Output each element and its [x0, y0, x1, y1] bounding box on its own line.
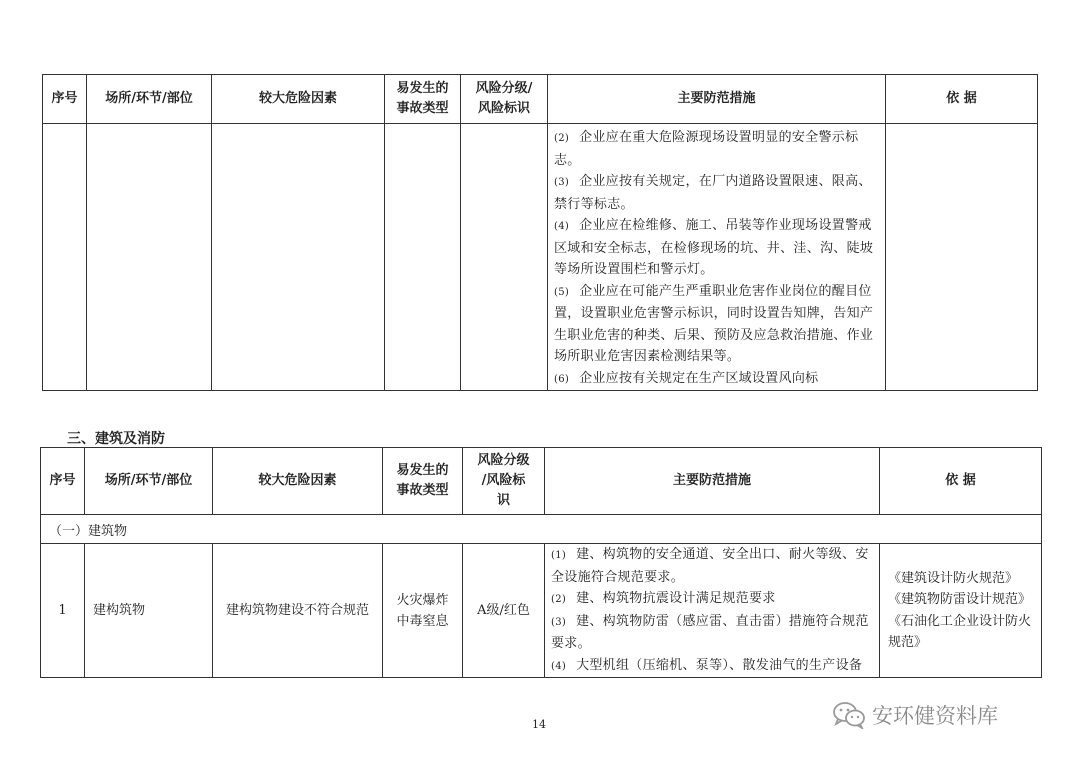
measure-item: (2) 建、构筑物抗震设计满足规范要求 [551, 591, 776, 606]
row-accident-type: 火灾爆炸 中毒窒息 [383, 544, 463, 678]
measure-item: (4) 大型机组（压缩机、泵等）、散发油气的生产设备 [551, 657, 863, 673]
measure-item: (4) 企业应在检维修、施工、吊装等作业现场设置警戒区域和安全标志，在检修现场的坑、井、洼、沟、陡坡等场所设置围栏和警示灯。 [554, 218, 874, 277]
watermark [832, 700, 998, 730]
col-header-accident-type: 易发生的 事故类型 [383, 448, 463, 515]
measure-item: (6) 企业应按有关规定在生产区域设置风向标 [554, 370, 819, 386]
row-risk-level: A级/红色 [463, 544, 545, 678]
measures-cell [548, 124, 886, 391]
col-header-basis: 依 据 [886, 75, 1038, 124]
col-header-measures: 主要防范措施 [548, 75, 886, 124]
wechat-icon [832, 701, 866, 729]
measure-item: (3) 建、构筑物防雷（感应雷、直击雷）措施符合规范要求。 [551, 613, 869, 651]
row-hazard: 建构筑物建设不符合规范 [213, 544, 383, 678]
measure-item: (3) 企业应按有关规定，在厂内道路设置限速、限高、禁行等标志。 [554, 174, 872, 212]
table-row [43, 124, 1038, 391]
section-title: 三、建筑及消防 [67, 431, 165, 447]
page-number: 14 [532, 718, 546, 731]
table-row [41, 544, 1042, 678]
watermark-text: 安环健资料库 [872, 704, 998, 728]
table-header-row [41, 448, 1042, 515]
col-header-risk: 风险分级/ 风险标识 [461, 75, 548, 124]
subheading-row [41, 515, 1042, 544]
hazard-table-buildings [40, 447, 1042, 678]
measures-cell [545, 544, 880, 678]
col-header-hazard: 较大危险因素 [212, 75, 385, 124]
table-header-row [43, 75, 1038, 124]
row-place: 建构筑物 [85, 544, 213, 678]
col-header-place: 场所/环节/部位 [85, 448, 213, 515]
measure-item: (1) 建、构筑物的安全通道、安全出口、耐火等级、安全设施符合规范要求。 [551, 547, 869, 585]
col-header-seq: 序号 [43, 75, 87, 124]
col-header-risk: 风险分级 /风险标 识 [463, 448, 545, 515]
col-header-hazard: 较大危险因素 [213, 448, 383, 515]
measure-item: (2) 企业应在重大危险源现场设置明显的安全警示标志。 [554, 130, 859, 168]
col-header-accident-type: 易发生的 事故类型 [385, 75, 461, 124]
col-header-basis: 依 据 [880, 448, 1042, 515]
row-seq: 1 [41, 544, 85, 678]
row-basis: 《建筑设计防火规范》 《建筑物防雷设计规范》 《石油化工企业设计防火规范》 [880, 544, 1042, 678]
col-header-seq: 序号 [41, 448, 85, 515]
col-header-place: 场所/环节/部位 [87, 75, 212, 124]
col-header-measures: 主要防范措施 [545, 448, 880, 515]
hazard-table-continued [42, 74, 1038, 391]
measure-item: (5) 企业应在可能产生严重职业危害作业岗位的醒目位置，设置职业危害警示标识，同时设置告知牌，告知产生职业危害的种类、后果、预防及应急救治措施、作业场所职业危害因素检测结果等。 [554, 283, 874, 364]
subheading: （一）建筑物 [41, 515, 1042, 544]
